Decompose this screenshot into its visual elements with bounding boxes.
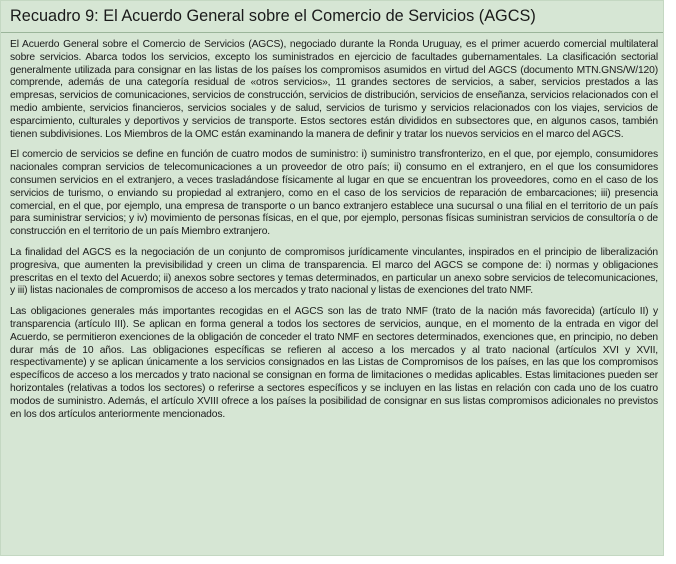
paragraph-3: La finalidad del AGCS es la negociación de un conjunto de compromisos jurídicamente vinculantes, inspirados en el principio de liberalización progresiva, que aumenten la previsibilidad y creen un clima de transparencia. El marco del AGCS se compone de: i) normas y obligaciones prescritas en el texto del Acuerdo; ii) anexos sobre sectores y temas determinados, en particular un anexo sobre servicios de telecomunicaciones, y iii) listas nacionales de compromisos de acceso a los mercados y trato nacional y listas de exenciones del trato NMF. (10, 246, 658, 297)
paragraph-4: Las obligaciones generales más importantes recogidas en el AGCS son las de trato NMF (trato de la nación más favorecida) (artículo II) y transparencia (artículo III). Se aplican en forma general a todos los sectores de servicios, aunque, en el momento de la entrada en vigor del Acuerdo, se permitieron exenciones de la obligación de conceder el trato NMF en sectores determinados, exenciones que, en principio, no deben durar más de 10 años. Las obligaciones específicas se refieren al acceso a los mercados y al trato nacional (artículos XVI y XVII, respectivamente) y se aplican únicamente a los servicios consignados en las Listas de Compromisos de los países, en las que los compromisos específicos de acceso a los mercados y trato nacional se consignan en forma de limitaciones o medidas aplicables. Estas limitaciones pueden ser horizontales (relativas a todos los sectores) o referirse a sectores específicos y se incluyen en las listas en relación con cada uno de los cuatro modos de suministro. Además, el artículo XVIII ofrece a los países la posibilidad de consignar en sus listas compromisos adicionales no previstos en los dos artículos anteriormente mencionados. (10, 306, 658, 420)
title-divider (1, 32, 663, 33)
box-body (10, 39, 658, 429)
box-title: Recuadro 9: El Acuerdo General sobre el Comercio de Servicios (AGCS) (10, 7, 536, 25)
paragraph-1: El Acuerdo General sobre el Comercio de Servicios (AGCS), negociado durante la Ronda Uruguay, es el primer acuerdo comercial multilateral sobre servicios. Abarca todos los servicios, excepto los suministrados en ejercicio de facultades gubernamentales. La clasificación sectorial generalmente utilizada para consignar en las listas de los países los compromisos asumidos en virtud del AGCS (documento MTN.GNS/W/120) comprende, además de una categoría residual de «otros servicios», 11 grandes sectores de servicios, a saber, servicios prestados a las empresas, servicios de comunicaciones, servicios de construcción, servicios de distribución, servicios de enseñanza, servicios relacionados con el medio ambiente, servicios financieros, servicios sociales y de salud, servicios de turismo y servicios relacionados con los viajes, servicios de esparcimiento, culturales y deportivos y servicios de transporte. Estos sectores están divididos en subsectores que, en algunos casos, también tienen subdivisiones. Los Miembros de la OMC están examinando la manera de definir y tratar los nuevos servicios en el marco del AGCS. (10, 39, 658, 140)
paragraph-2: El comercio de servicios se define en función de cuatro modos de suministro: i) suministro transfronterizo, en el que, por ejemplo, consumidores nacionales compran servicios de telecomunicaciones a un proveedor de otro país; ii) consumo en el extranjero, en el que los consumidores consumen servicios en el extranjero, a veces trasladándose físicamente al lugar en que se encuentran los proveedores, como en el caso de los servicios de turismo, o enviando su propiedad al extranjero, como en el caso de los servicios de reparación de embarcaciones; iii) presencia comercial, en el que, por ejemplo, una empresa de transporte o un banco extranjero establece una sucursal o una filial en el territorio de un país para suministrar servicios; y iv) movimiento de personas físicas, en el que, por ejemplo, personas físicas suministran servicios de consultoría o de construcción en el territorio de un país Miembro extranjero. (10, 149, 658, 238)
